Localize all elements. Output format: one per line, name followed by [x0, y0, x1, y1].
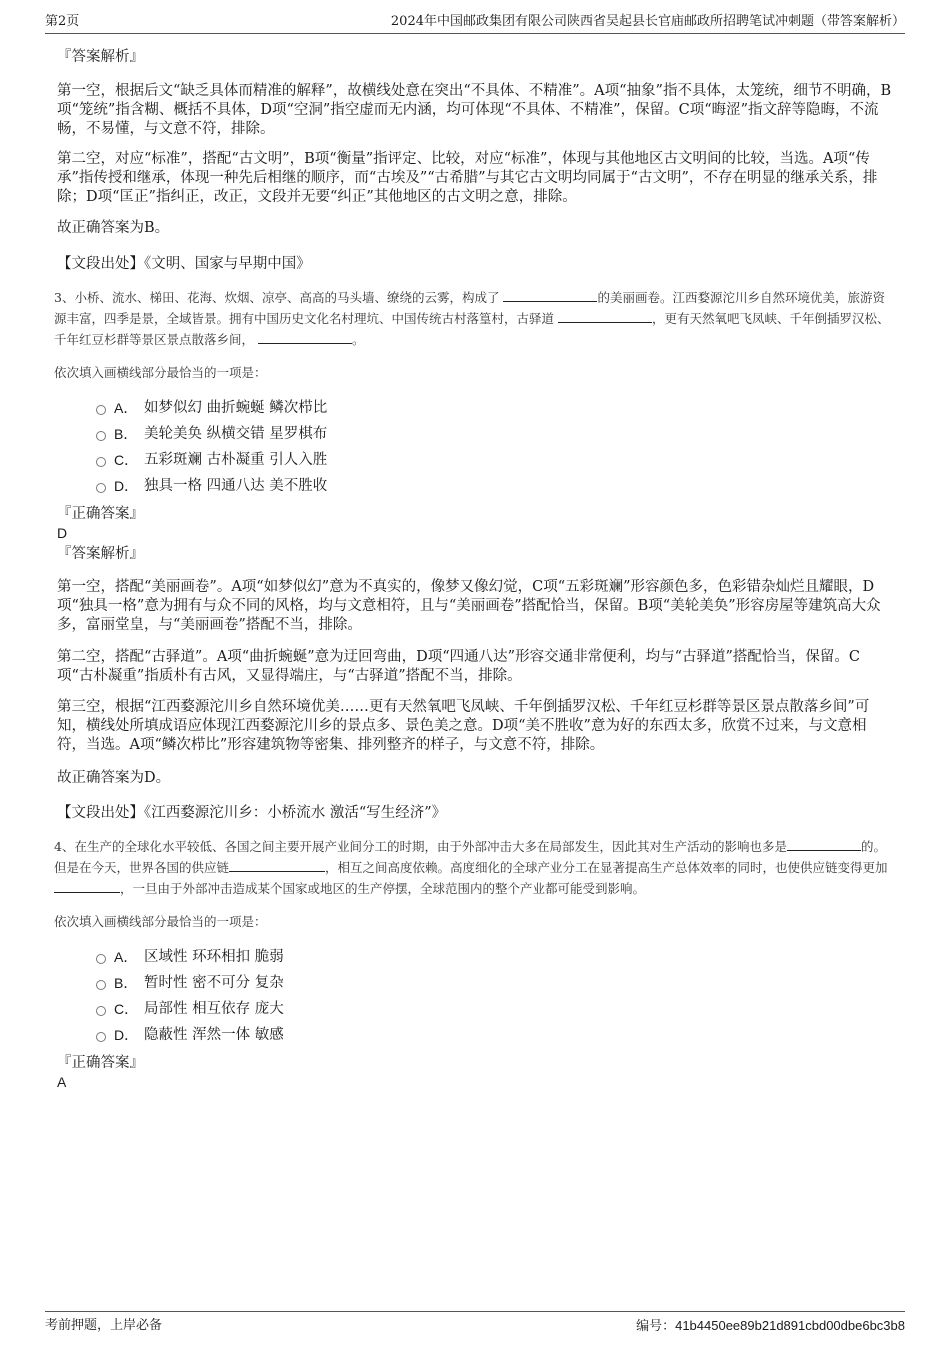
- q3-conclusion: 故正确答案为D。: [57, 770, 171, 786]
- radio-icon[interactable]: [96, 1006, 106, 1016]
- fill-blank: [558, 309, 652, 323]
- fill-blank: [54, 879, 120, 893]
- q3-analysis-para3: 第三空，根据“江西婺源沱川乡自然环境优美……更有天然氧吧飞凤峡、千年倒插罗汉松、千年红豆杉群等景区景点散落乡间”可知，横线处所填成语应体现江西婺源沱川乡的景点多、景色美之意。D项“美不胜收”意为好的东西太多，欣赏不过来，与文意相符，当选。A项“鳞次栉比”形容建筑物等密集、排列整齐的样子，与文意不符，排除。: [57, 699, 870, 753]
- fill-blank: [229, 858, 325, 872]
- page-footer: [45, 1311, 905, 1333]
- q3-analysis-para2: 第二空，搭配“古驿道”。A项“曲折蜿蜒”意为迂回弯曲，D项“四通八达”形容交通非常便利，均与“古驿道”搭配恰当，保留。C项“古朴凝重”指质朴有古风，又显得端庄，与“古驿道”搭配不当，排除。: [57, 649, 860, 684]
- q3-stem: 3、小桥、流水、梯田、花海、炊烟、凉亭、高高的马头墙、缭绕的云雾，构成了 的美丽画卷。江西婺源沱川乡自然环境优美，旅游资源丰富，四季是景，全域皆景。拥有中国历史文化名村理坑、中国传统古村落篁村，古驿道 ，更有天然氧吧飞凤峡、千年倒插罗汉松、千年红豆杉群等景区景点散落乡间， 。: [54, 290, 890, 347]
- radio-icon[interactable]: [96, 405, 106, 415]
- q2-analysis-para1: 第一空，根据后文“缺乏具体而精准的解释”，故横线处意在突出“不具体、不精准”。A项“抽象”指不具体，太笼统，细节不明确，B项“笼统”指含糊、概括不具体，D项“空洞”指空虚而无内涵，均可体现“不具体、不精准”，保留。C项“晦涩”指文辞等隐晦，不流畅，不易懂，与文意不符，排除。: [57, 83, 892, 137]
- q2-analysis-label: 『答案解析』: [57, 49, 144, 65]
- q3-analysis-label: 『答案解析』: [57, 546, 144, 562]
- q3-answer: D: [57, 525, 68, 541]
- q4-answer: A: [57, 1074, 67, 1090]
- q4-prompt: 依次填入画横线部分最恰当的一项是：: [54, 914, 267, 929]
- fill-blank: [503, 288, 597, 302]
- q4-stem: 4、在生产的全球化水平较低、各国之间主要开展产业间分工的时期，由于外部冲击大多在局部发生，因此其对生产活动的影响也多是 的。但是在今天，世界各国的供应链 ，相互之间高度依赖。高度细化的全球产业分工在显著提高生产总体效率的同时，也使供应链变得更加，一旦由于外部冲击造成某个国家或地区的生产停摆，全球范围内的整个产业都可能受到影响。: [54, 839, 888, 896]
- q4-answer-label: 『正确答案』: [57, 1055, 144, 1071]
- q2-conclusion: 故正确答案为B。: [57, 220, 170, 236]
- radio-icon[interactable]: [96, 1032, 106, 1042]
- q2-source: 【文段出处】《文明、国家与早期中国》: [57, 256, 311, 272]
- fill-blank: [258, 330, 352, 344]
- q3-answer-label: 『正确答案』: [57, 506, 144, 522]
- page-number: 第2页: [45, 14, 80, 29]
- q3-analysis-para1: 第一空，搭配“美丽画卷”。A项“如梦似幻”意为不真实的，像梦又像幻觉，C项“五彩斑斓”形容颜色多，色彩错杂灿烂且耀眼，D项“独具一格”意为拥有与众不同的风格，均与文意相符，且与“美丽画卷”搭配恰当，保留。B项“美轮美奂”形容房屋等建筑高大众多，富丽堂皇，与“美丽画卷”搭配不当，排除。: [57, 579, 881, 633]
- radio-icon[interactable]: [96, 457, 106, 467]
- radio-icon[interactable]: [96, 431, 106, 441]
- footer-slogan: 考前押题，上岸必备: [45, 1318, 163, 1333]
- q2-analysis-para2: 第二空，对应“标准”，搭配“古文明”，B项“衡量”指评定、比较，对应“标准”，体现与其他地区古文明间的比较，当选。A项“传承”指传授和继承，体现一种先后相继的顺序，而“古埃及”“古希腊”与其它古文明均同属于“古文明”，不存在明显的继承关系，排除；D项“匡正”指纠正，改正，文段并无要“纠正”其他地区的古文明之意，排除。: [57, 151, 878, 205]
- document-title: 2024年中国邮政集团有限公司陕西省吴起县长官庙邮政所招聘笔试冲刺题（带答案解析）: [390, 14, 905, 29]
- fill-blank: [787, 837, 861, 851]
- radio-icon[interactable]: [96, 483, 106, 493]
- page-header: [45, 12, 905, 34]
- radio-icon[interactable]: [96, 980, 106, 990]
- q3-source: 【文段出处】《江西婺源沱川乡：小桥流水 激活“写生经济”》: [57, 805, 447, 821]
- q3-prompt: 依次填入画横线部分最恰当的一项是：: [54, 365, 267, 380]
- radio-icon[interactable]: [96, 954, 106, 964]
- footer-code: 编号：41b4450ee89b21d891cbd00dbe6bc3b8: [636, 1318, 905, 1334]
